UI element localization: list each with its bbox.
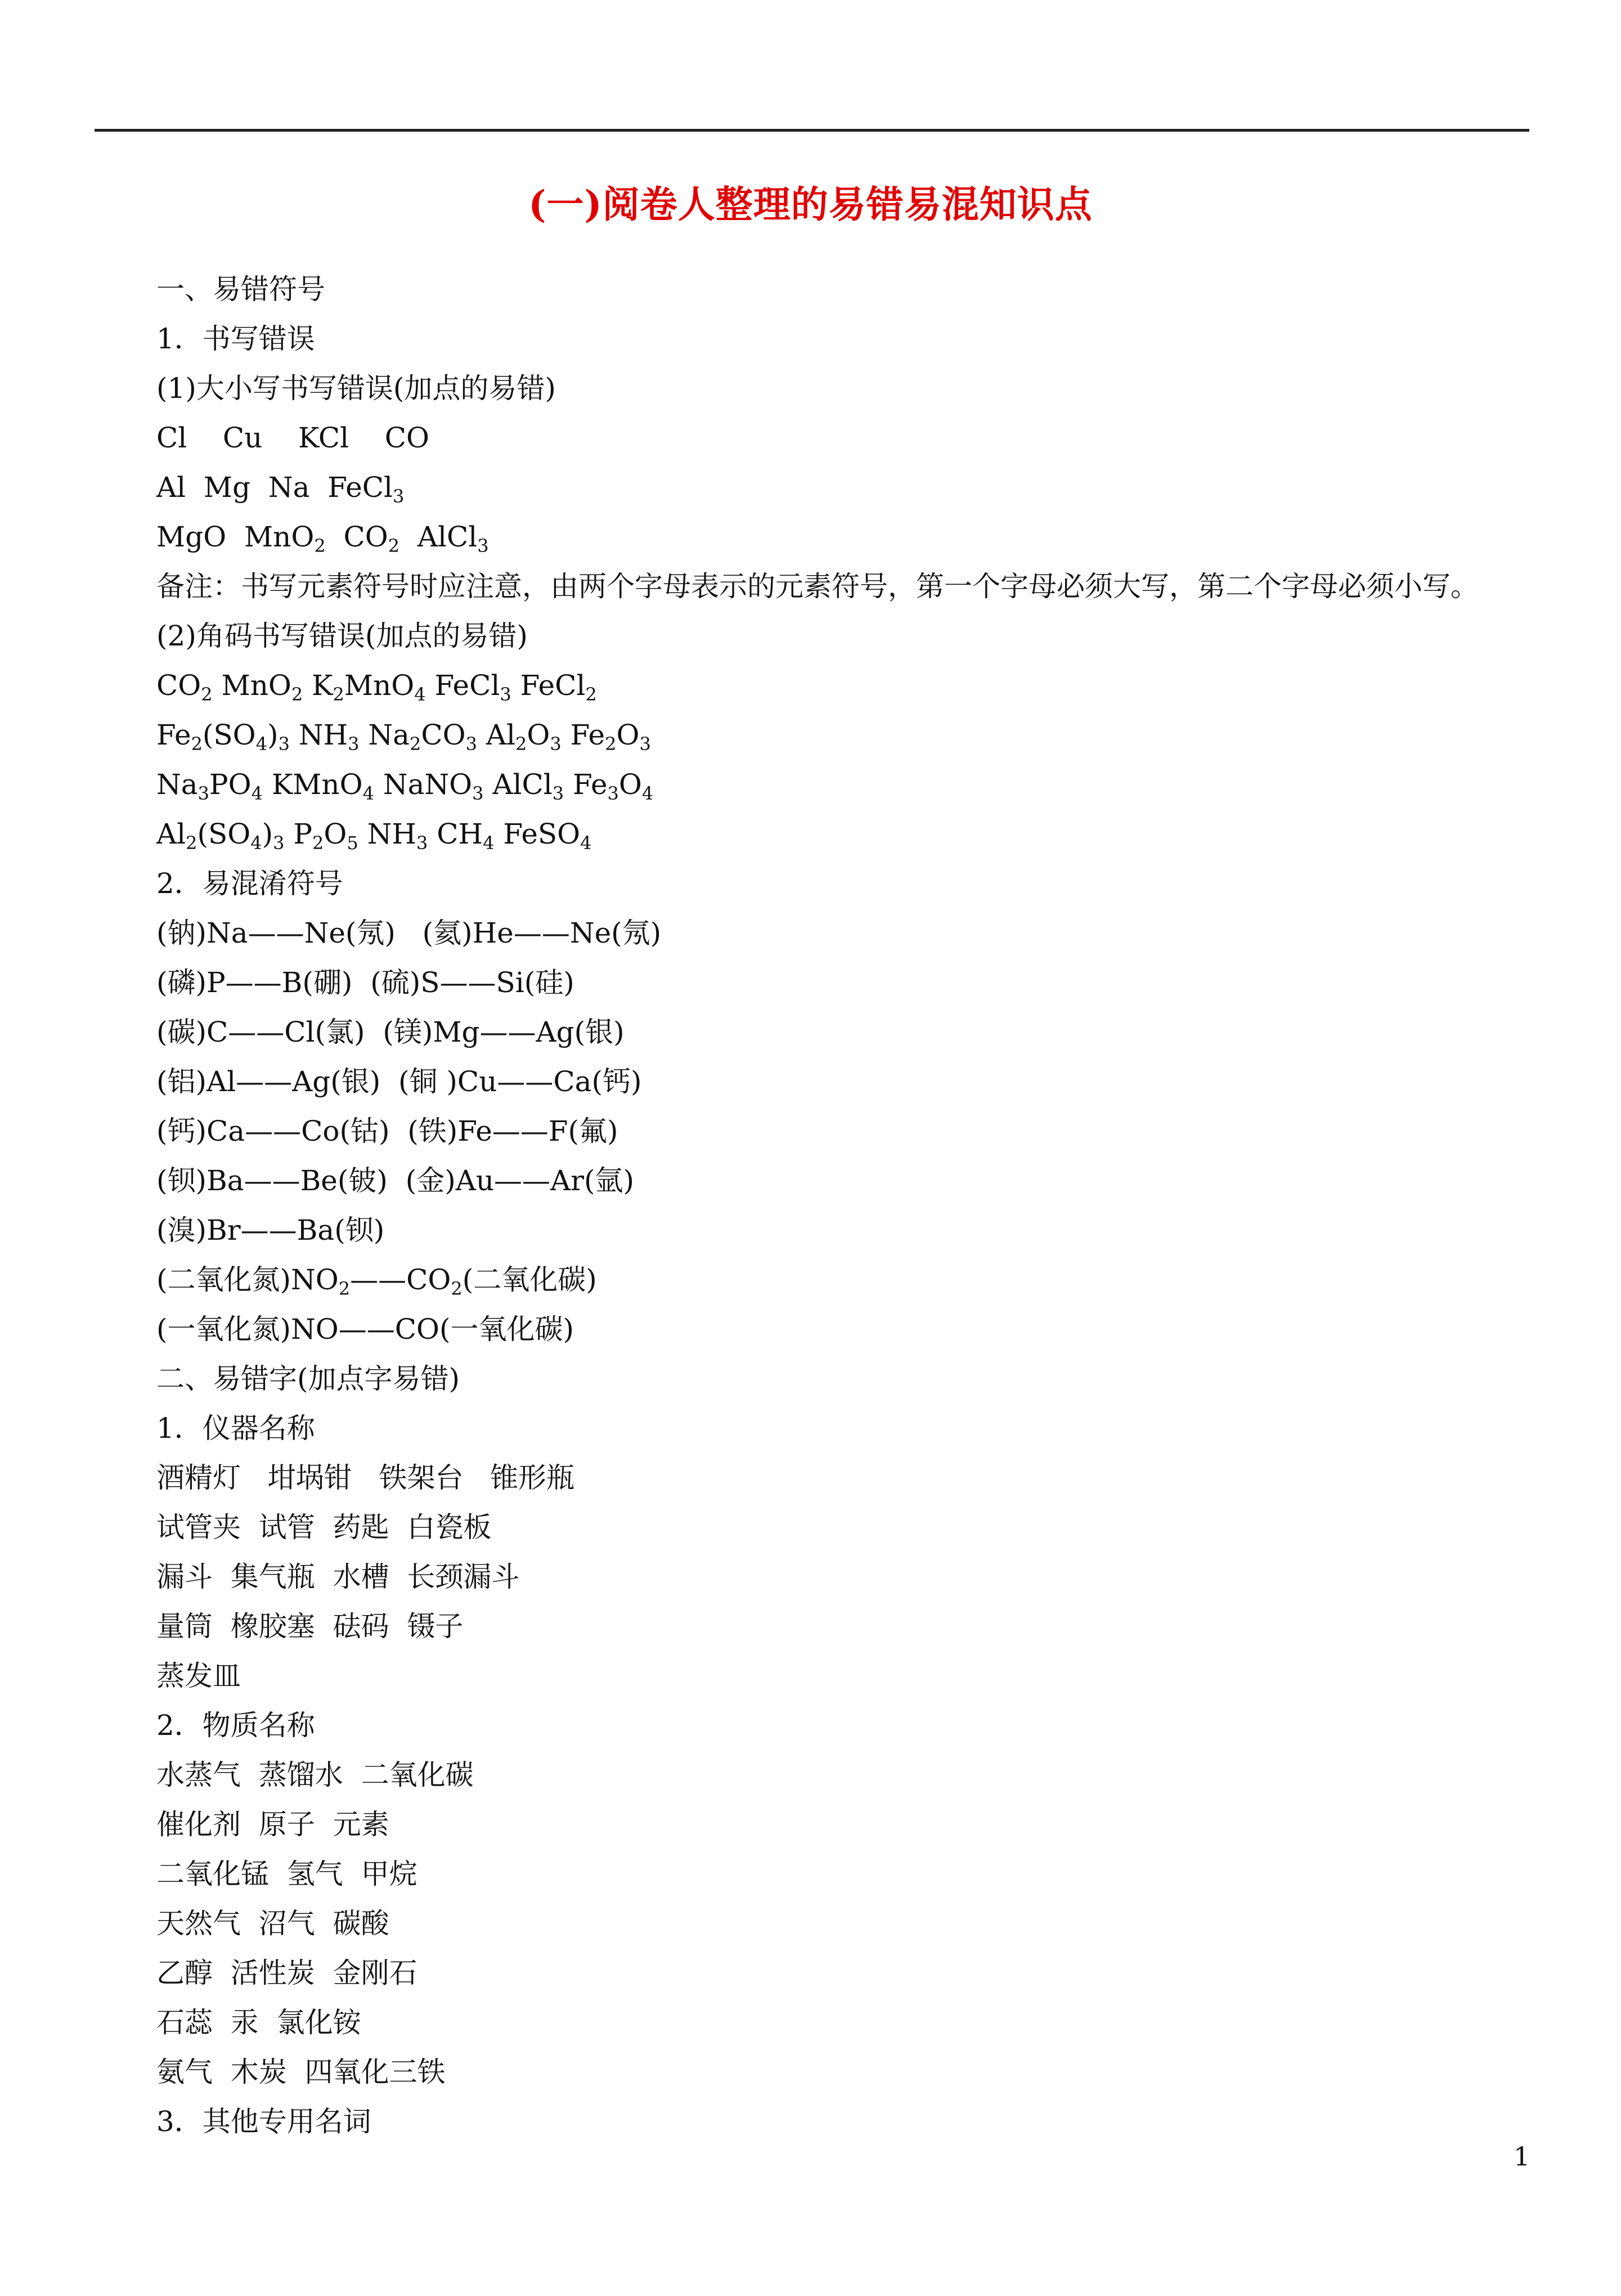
subscript: 3 [500,684,511,705]
subscript: 3 [273,832,285,854]
subsection-heading: 1．书写错误 [156,322,315,355]
subscript: 2 [605,733,617,755]
header-rule [95,129,1529,132]
subscript: 2 [585,684,597,705]
subscript: 3 [472,783,484,804]
subscript: 3 [550,733,562,755]
symbol-pair-line: (溴)Br——Ba(钡) [156,1214,385,1246]
subscript: 3 [348,733,360,755]
subsection-heading: 3．其他专用名词 [156,2105,371,2138]
term-line: 二氧化锰 氢气 甲烷 [156,1858,417,1890]
subscript: 4 [641,783,654,804]
subscript: 2 [333,684,344,705]
subscript: 4 [483,832,495,854]
subsection-heading: (1)大小写书写错误(加点的易错) [156,372,556,405]
subscript: 4 [580,832,592,854]
term-line: 量筒 橡胶塞 砝码 镊子 [156,1610,464,1643]
subscript: 3 [393,486,405,507]
subscript: 3 [465,733,477,755]
subscript: 4 [250,832,262,854]
subscript: 5 [347,832,358,854]
formula-line: Al Mg Na FeCl$_3$ [156,471,405,507]
term-line: 氨气 木炭 四氧化三铁 [156,2056,446,2088]
subscript: 2 [338,1278,351,1299]
formula-line: $Na_3PO_4$ KMnO$_4$ NaNO$_3$ AlCl$_3$ $Fe_3O_4$ [156,768,654,804]
term-line: 蒸发皿 [156,1660,241,1692]
note-line: 备注：书写元素符号时应注意，由两个字母表示的元素符号，第一个字母必须大写，第二个字母必须小写。 [156,570,1479,603]
subscript: 3 [278,733,290,755]
symbol-pair-line: (一氧化氮)NO——CO(一氧化碳) [156,1313,574,1346]
subscript: 3 [197,783,209,804]
subsection-heading: (2)角码书写错误(加点的易错) [156,620,528,652]
subsection-heading: 2．物质名称 [156,1709,315,1742]
subscript: 4 [251,783,263,804]
symbol-pair-line: (二氧化氮)$NO_2——CO_2$(二氧化碳) [156,1263,597,1299]
document-body [156,264,1535,2146]
formula-line: $Al_2(SO_4)_3$ $P_2O_5$ $NH_3$ $CH_4$ FeSO$_4$ [156,818,592,854]
term-line: 试管夹 试管 药匙 白瓷板 [156,1511,492,1544]
subscript: 2 [515,733,527,755]
subscript: 2 [186,832,197,854]
subscript: 2 [201,684,213,705]
symbol-pair-line: (钙)Ca——Co(钴) (铁)Fe——F(氟) [156,1115,618,1147]
term-line: 石蕊 汞 氯化铵 [156,2006,361,2039]
formula-line: Cl Cu KCl CO [156,421,429,454]
subscript: 2 [291,684,303,705]
subscript: 2 [409,733,421,755]
symbol-pair-line: (碳)C——Cl(氯) (镁)Mg——Ag(银) [156,1016,625,1048]
formula-line: MgO MnO$_2$ $CO_2$ AlCl$_3$ [156,521,489,557]
formula-line: $CO_2$ MnO$_2$ $K_2MnO_4$ FeCl$_3$ FeCl$_2$ [156,669,597,705]
subscript: 4 [414,684,426,705]
subscript: 4 [255,733,268,755]
symbol-pair-line: (铝)Al——Ag(银) (铜 )Cu——Ca(钙) [156,1065,642,1098]
subscript: 3 [607,783,619,804]
subscript: 2 [314,535,326,557]
page-title: (一)阅卷人整理的易错易混知识点 [528,182,1093,226]
symbol-pair-line: (钠)Na——Ne(氖) (氦)He——Ne(氖) [156,917,662,949]
subscript: 2 [191,733,203,755]
term-line: 漏斗 集气瓶 水槽 长颈漏斗 [156,1560,520,1593]
subscript: 2 [451,1278,462,1299]
term-line: 酒精灯 坩埚钳 铁架台 锥形瓶 [156,1461,575,1494]
term-line: 乙醇 活性炭 金刚石 [156,1957,417,1989]
subscript: 2 [312,832,324,854]
symbol-pair-line: (钡)Ba——Be(铍) (金)Au——Ar(氩) [156,1164,635,1197]
page-number: 1 [1514,2141,1530,2172]
section-heading: 一、易错符号 [156,273,325,306]
subscript: 3 [639,733,651,755]
section-heading: 二、易错字(加点字易错) [156,1362,460,1395]
subscript: 3 [552,783,564,804]
formula-line: $Fe_2(SO_4)_3$ $NH_3$ $Na_2CO_3$ $Al_2O_3$ $Fe_2O_3$ [156,719,651,755]
subscript: 3 [477,535,489,557]
subscript: 3 [416,832,428,854]
subsection-heading: 2．易混淆符号 [156,867,343,900]
subscript: 4 [362,783,374,804]
term-line: 天然气 沼气 碳酸 [156,1907,389,1940]
subsection-heading: 1．仪器名称 [156,1412,315,1445]
term-line: 水蒸气 蒸馏水 二氧化碳 [156,1759,474,1791]
symbol-pair-line: (磷)P——B(硼) (硫)S——Si(硅) [156,966,574,999]
term-line: 催化剂 原子 元素 [156,1808,389,1841]
subscript: 2 [388,535,400,557]
